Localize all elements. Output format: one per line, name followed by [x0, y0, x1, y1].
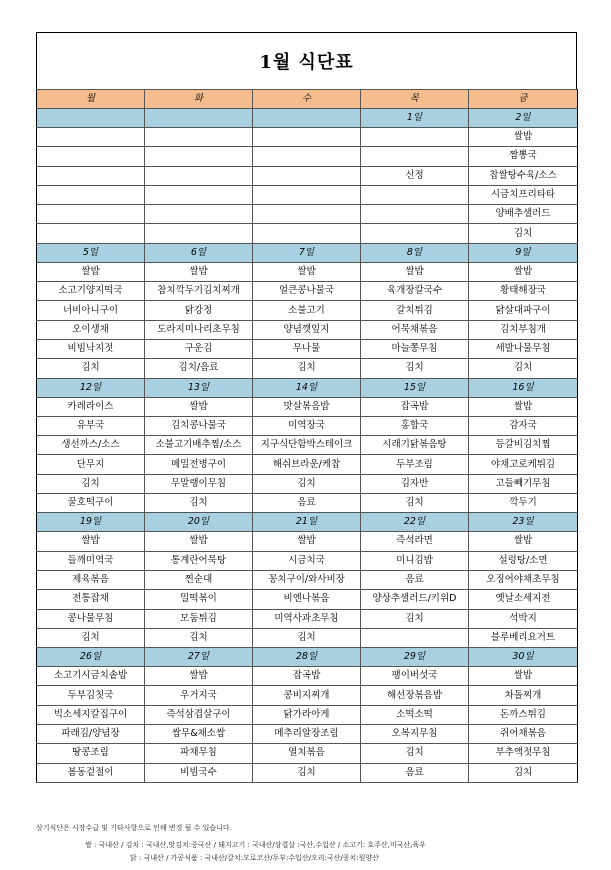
menu-item: 쌀밥: [469, 262, 578, 281]
date-cell: 19일: [37, 513, 145, 532]
menu-item: 김치/음료: [145, 359, 253, 378]
menu-item: 소고기양지떡국: [37, 282, 145, 301]
menu-item: 메추리알장조림: [253, 725, 361, 744]
menu-item: 쌈무&채소쌈: [145, 725, 253, 744]
menu-item: 해선장볶음밥: [361, 686, 469, 705]
menu-item: 콩비지찌개: [253, 686, 361, 705]
menu-item: 음료: [361, 570, 469, 589]
menu-item: 어묵채볶음: [361, 320, 469, 339]
menu-item: 꽁치구이/와사비장: [253, 570, 361, 589]
date-row: [37, 648, 578, 667]
menu-table: [36, 89, 578, 783]
menu-item: 감자국: [469, 416, 578, 435]
menu-item: 홍합국: [361, 416, 469, 435]
menu-item: 양념깻잎지: [253, 320, 361, 339]
menu-item: 김치: [253, 359, 361, 378]
menu-item: 김치: [469, 224, 578, 243]
menu-item: 닭살대파구이: [469, 301, 578, 320]
menu-row: [37, 609, 578, 628]
menu-item: 팽이버섯국: [361, 667, 469, 686]
menu-item: 땅콩조림: [37, 744, 145, 763]
menu-item: 음료: [361, 763, 469, 782]
menu-item: 고들빼기무침: [469, 474, 578, 493]
date-cell: 7일: [253, 243, 361, 262]
menu-item: [145, 147, 253, 166]
menu-row: [37, 532, 578, 551]
menu-item: 우거지국: [145, 686, 253, 705]
menu-item: 육개장칼국수: [361, 282, 469, 301]
date-cell: 21일: [253, 513, 361, 532]
menu-item: 김치: [361, 609, 469, 628]
menu-item: [145, 224, 253, 243]
menu-item: 쌀밥: [145, 532, 253, 551]
menu-item: 김치: [361, 494, 469, 513]
menu-row: [37, 590, 578, 609]
menu-item: [145, 185, 253, 204]
menu-item: 참치깍두기김치찌개: [145, 282, 253, 301]
menu-row: [37, 205, 578, 224]
page-title: 1월 식단표: [259, 52, 354, 73]
menu-item: 양상추샐러드/키위D: [361, 590, 469, 609]
menu-item: 전통잡채: [37, 590, 145, 609]
menu-item: 김자반: [361, 474, 469, 493]
date-row: [37, 513, 578, 532]
menu-row: [37, 705, 578, 724]
menu-item: 해쉬브라운/케찹: [253, 455, 361, 474]
menu-item: 음료: [253, 494, 361, 513]
menu-item: 즉석라면: [361, 532, 469, 551]
date-cell: 26일: [37, 648, 145, 667]
menu-item: 블루베리요거트: [469, 628, 578, 647]
menu-item: [145, 166, 253, 185]
menu-item: 들깨미역국: [37, 551, 145, 570]
menu-item: [37, 147, 145, 166]
menu-item: 차돌찌개: [469, 686, 578, 705]
menu-item: 얼큰콩나물국: [253, 282, 361, 301]
menu-item: 황태해장국: [469, 282, 578, 301]
menu-item: 도라지미나리초무침: [145, 320, 253, 339]
menu-row: [37, 667, 578, 686]
weekday-header-mon: 월: [37, 90, 145, 109]
menu-item: 구운김: [145, 339, 253, 358]
menu-item: 양배추샐러드: [469, 205, 578, 224]
date-cell: 30일: [469, 648, 578, 667]
menu-row: [37, 763, 578, 782]
menu-row: [37, 744, 578, 763]
menu-item: 김치: [145, 628, 253, 647]
menu-item: 단무지: [37, 455, 145, 474]
menu-item: 파래김/양념장: [37, 725, 145, 744]
date-cell: 15일: [361, 378, 469, 397]
menu-item: 쌀밥: [37, 532, 145, 551]
menu-item: 찐순대: [145, 570, 253, 589]
weekday-header-row: [37, 90, 578, 109]
date-cell: 2일: [469, 109, 578, 128]
menu-item: [145, 128, 253, 147]
menu-item: 김치: [37, 474, 145, 493]
menu-item: 카레라이스: [37, 397, 145, 416]
menu-row: [37, 147, 578, 166]
menu-item: 세발나물무침: [469, 339, 578, 358]
menu-item: 미역사과초무침: [253, 609, 361, 628]
menu-item: 지구식단함박스테이크: [253, 436, 361, 455]
menu-item: 무말랭이무침: [145, 474, 253, 493]
menu-item: 닭가라아게: [253, 705, 361, 724]
menu-item: 쌀밥: [37, 262, 145, 281]
menu-item: [361, 205, 469, 224]
date-cell: [37, 109, 145, 128]
date-cell: 16일: [469, 378, 578, 397]
date-cell: [145, 109, 253, 128]
menu-item: 쌀밥: [145, 667, 253, 686]
menu-item: 비엔나볶음: [253, 590, 361, 609]
menu-item: 미역장국: [253, 416, 361, 435]
footer-origin-2: 닭 : 국내산 / 가공식품 : 국내산/갈치:모로코산/두부:수입산/오리:국산/꽁치:원양산: [130, 854, 379, 862]
menu-item: 깍두기: [469, 494, 578, 513]
date-cell: 29일: [361, 648, 469, 667]
menu-item: 소고기시금치솥밥: [37, 667, 145, 686]
menu-row: [37, 359, 578, 378]
menu-item: 잡곡밥: [361, 397, 469, 416]
date-cell: 22일: [361, 513, 469, 532]
menu-item: 쌀밥: [253, 262, 361, 281]
menu-item: 쌀밥: [361, 262, 469, 281]
menu-item: [361, 185, 469, 204]
menu-row: [37, 224, 578, 243]
menu-item: 파채무침: [145, 744, 253, 763]
date-cell: 28일: [253, 648, 361, 667]
menu-row: [37, 455, 578, 474]
menu-item: 찹쌀탕수육/소스: [469, 166, 578, 185]
menu-item: 콩나물무침: [37, 609, 145, 628]
menu-item: 설렁탕/소면: [469, 551, 578, 570]
menu-item: 김치: [361, 359, 469, 378]
menu-row: [37, 397, 578, 416]
menu-item: 쌀밥: [253, 532, 361, 551]
menu-item: 유부국: [37, 416, 145, 435]
menu-item: [37, 224, 145, 243]
menu-item: 쥐어채볶음: [469, 725, 578, 744]
date-row: [37, 378, 578, 397]
menu-row: [37, 282, 578, 301]
menu-item: 비빔국수: [145, 763, 253, 782]
menu-row: [37, 570, 578, 589]
weekday-header-tue: 화: [145, 90, 253, 109]
menu-item: 김치콩나물국: [145, 416, 253, 435]
menu-item: 꿀호떡구이: [37, 494, 145, 513]
weekday-header-fri: 금: [469, 90, 578, 109]
menu-item: [361, 628, 469, 647]
menu-item: 소떡소떡: [361, 705, 469, 724]
menu-row: [37, 628, 578, 647]
footer-note: 상기식단은 시장수급 및 기타사항으로 인해 변경 될 수 있습니다.: [36, 824, 232, 832]
menu-item: [253, 224, 361, 243]
menu-item: 김치: [37, 359, 145, 378]
menu-row: [37, 320, 578, 339]
menu-row: [37, 301, 578, 320]
menu-sheet: [36, 32, 577, 783]
menu-item: 빅소세지칼집구이: [37, 705, 145, 724]
date-cell: 12일: [37, 378, 145, 397]
menu-item: 짬뽕국: [469, 147, 578, 166]
menu-item: [253, 185, 361, 204]
menu-item: 무나물: [253, 339, 361, 358]
menu-item: 돈까스튀김: [469, 705, 578, 724]
menu-item: 옛날소세지전: [469, 590, 578, 609]
menu-item: 김치: [469, 359, 578, 378]
menu-row: [37, 339, 578, 358]
date-cell: 6일: [145, 243, 253, 262]
menu-item: [361, 147, 469, 166]
date-cell: 14일: [253, 378, 361, 397]
menu-item: [37, 185, 145, 204]
menu-item: 오복지무침: [361, 725, 469, 744]
date-cell: 23일: [469, 513, 578, 532]
menu-item: [361, 128, 469, 147]
title-box: [36, 32, 577, 89]
menu-item: 김치: [253, 474, 361, 493]
menu-item: 소불고기: [253, 301, 361, 320]
menu-item: 두부김칫국: [37, 686, 145, 705]
menu-item: 김치: [253, 763, 361, 782]
date-cell: 20일: [145, 513, 253, 532]
menu-item: 쌀밥: [469, 128, 578, 147]
menu-item: 맛살볶음밥: [253, 397, 361, 416]
date-cell: 1일: [361, 109, 469, 128]
menu-row: [37, 725, 578, 744]
menu-item: 쌀밥: [469, 532, 578, 551]
menu-item: 시금치프리타타: [469, 185, 578, 204]
menu-item: [361, 224, 469, 243]
menu-item: [253, 128, 361, 147]
menu-item: [37, 128, 145, 147]
menu-item: 통계란어묵탕: [145, 551, 253, 570]
date-cell: 5일: [37, 243, 145, 262]
menu-item: 쌀밥: [469, 397, 578, 416]
menu-item: 즉석삼겹살구이: [145, 705, 253, 724]
menu-item: 김치: [37, 628, 145, 647]
menu-item: 잡곡밥: [253, 667, 361, 686]
menu-item: 김치: [469, 763, 578, 782]
menu-item: [145, 205, 253, 224]
menu-item: 열치볶음: [253, 744, 361, 763]
menu-item: [253, 147, 361, 166]
menu-item: 등갈비김치찜: [469, 436, 578, 455]
menu-item: 신정: [361, 166, 469, 185]
menu-item: 김치부침개: [469, 320, 578, 339]
menu-item: 소불고기배추찜/소스: [145, 436, 253, 455]
date-cell: 9일: [469, 243, 578, 262]
menu-item: 시금치국: [253, 551, 361, 570]
menu-item: 야채고로케튀김: [469, 455, 578, 474]
menu-item: [37, 166, 145, 185]
menu-item: 두부조림: [361, 455, 469, 474]
menu-item: 김치: [145, 494, 253, 513]
menu-row: [37, 262, 578, 281]
menu-item: 갈치튀김: [361, 301, 469, 320]
menu-item: 쌀밥: [469, 667, 578, 686]
menu-item: [253, 166, 361, 185]
menu-item: 오이생채: [37, 320, 145, 339]
menu-row: [37, 474, 578, 493]
menu-item: [37, 205, 145, 224]
menu-item: 석박지: [469, 609, 578, 628]
menu-item: 오징어야채초무침: [469, 570, 578, 589]
menu-row: [37, 416, 578, 435]
date-row: [37, 243, 578, 262]
menu-row: [37, 185, 578, 204]
date-cell: 13일: [145, 378, 253, 397]
menu-item: 김치: [361, 744, 469, 763]
menu-item: 미니김밥: [361, 551, 469, 570]
menu-item: 비빔낙지젓: [37, 339, 145, 358]
menu-item: 김치: [253, 628, 361, 647]
menu-row: [37, 494, 578, 513]
menu-item: 봄동겉절이: [37, 763, 145, 782]
date-cell: 8일: [361, 243, 469, 262]
weekday-header-thu: 목: [361, 90, 469, 109]
footer-origin-1: 쌀 : 국내산 / 김치 : 국내산,맛김치:중국산 / 돼지고기 : 국내산/삼겹살 :국산,수입산 / 소고기: 호주산,미국산,육우: [85, 841, 426, 849]
menu-row: [37, 686, 578, 705]
menu-item: 닭강정: [145, 301, 253, 320]
menu-item: 밀떡볶이: [145, 590, 253, 609]
menu-row: [37, 166, 578, 185]
menu-item: 쌀밥: [145, 262, 253, 281]
menu-item: [253, 205, 361, 224]
weekday-header-wed: 수: [253, 90, 361, 109]
menu-item: 생선까스/소스: [37, 436, 145, 455]
menu-row: [37, 128, 578, 147]
date-row: [37, 109, 578, 128]
menu-item: 부추액젓무침: [469, 744, 578, 763]
menu-row: [37, 436, 578, 455]
date-cell: [253, 109, 361, 128]
menu-item: 시래기닭볶음탕: [361, 436, 469, 455]
menu-item: 너비아니구이: [37, 301, 145, 320]
menu-item: 메밀전병구이: [145, 455, 253, 474]
menu-row: [37, 551, 578, 570]
menu-item: 쌀밥: [145, 397, 253, 416]
menu-item: 마늘쫑무침: [361, 339, 469, 358]
menu-item: 제육볶음: [37, 570, 145, 589]
menu-item: 모둠튀김: [145, 609, 253, 628]
date-cell: 27일: [145, 648, 253, 667]
